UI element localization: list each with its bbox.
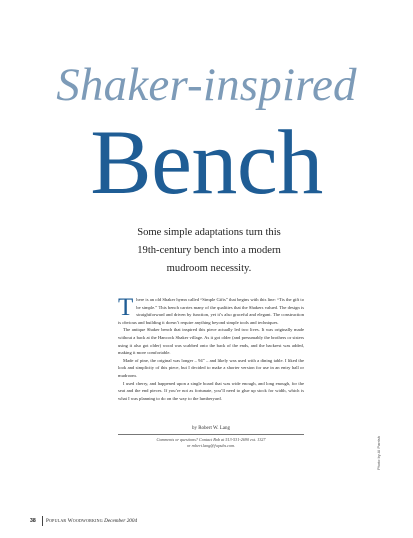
- issue-date: December 2004: [104, 518, 138, 524]
- contact-line: Comments or questions? Contact Bob at 513-531-2690 ext. 1327: [156, 437, 266, 442]
- deck-line: 19th-century bench into a modern: [137, 245, 281, 256]
- folio-publication: [46, 518, 137, 524]
- article-byline: by Robert W. Lang: [191, 426, 231, 431]
- drop-cap: T: [118, 294, 134, 321]
- article-deck: [120, 224, 298, 278]
- body-paragraph: [118, 296, 304, 326]
- author-contact: [118, 434, 304, 450]
- body-paragraph: The antique Shaker bench that inspired this piece actually led two lives. It was originally made without a back at the Hancock Shaker village. As it got older (and presumably the brothers or sisters using it also got older) wood was scabbed onto the back of the ends, and the backrest was added, making it more comfortable.: [118, 327, 304, 356]
- photo-credit: Photo by Al Parrish: [376, 435, 381, 470]
- folio-divider: [42, 516, 43, 526]
- article-kicker: Shaker-inspired: [56, 59, 357, 111]
- deck-line: mudroom necessity.: [166, 263, 252, 274]
- article-body: [118, 296, 304, 402]
- article-headline: Bench: [90, 111, 323, 213]
- magazine-name: Popular Woodworking: [46, 518, 103, 524]
- contact-email-line: or robert.lang@fwpubs.com.: [186, 443, 236, 449]
- body-paragraph: I used cherry, and happened upon a single board that was wide enough, and long enough, for the seat and the end pieces. If you’re not as fortunate, you’ll need to glue up stock for width, which is what I was planning to do on the way to the lumberyard.: [118, 380, 304, 401]
- body-paragraph: Made of pine, the original was longer – 94" – and likely was used with a dining table. I liked the look and simplicity of this piece, but I decided to make a shorter version for use in an entry hall or mudroom.: [118, 357, 304, 378]
- deck-line: Some simple adaptations turn this: [137, 227, 281, 238]
- page-number: 38: [30, 518, 36, 524]
- paragraph-text: here is an old Shaker hymn called “Simple Gifts” that begins with this line: “Tis the gift to be simple.” This bench carries many of the qualities that the Shakers valued. The design is straightforward and driven by function, yet it’s also graceful and elegant. The construction is obvious and building it doesn’t require anything beyond simple tools and techniques.: [118, 297, 304, 325]
